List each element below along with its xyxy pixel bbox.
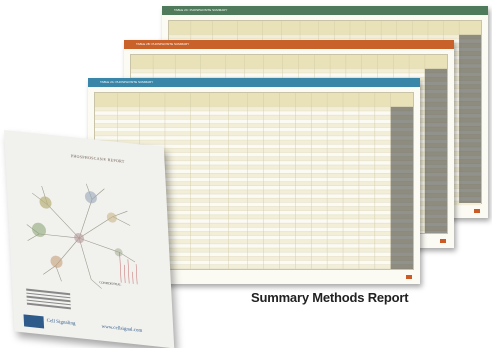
company-logo-text: Cell Signaling [46,318,76,327]
cover-address-block [26,289,71,311]
dark-column-block [425,69,447,233]
table-header-row [95,93,413,107]
dark-column-block [459,35,481,203]
table-header-row [169,21,481,35]
table-header-row [131,55,447,69]
page-tag [440,239,446,243]
dark-column-block [391,107,413,269]
table-row [95,107,413,111]
sheet-header-band [88,78,420,87]
sheet-header-band [162,6,488,15]
table-row [95,115,413,119]
sheet-header-band [124,40,454,49]
table-row [95,140,413,144]
page-tag [474,209,480,213]
table-row [95,132,413,136]
caption: Summary Methods Report [251,290,409,305]
table-row [95,123,413,127]
sheet-title: TABLE 2C: PHOSPHOSITE SUMMARY [174,8,228,12]
sheet-title: TABLE 2B: PHOSPHOSITE SUMMARY [136,42,190,46]
confidential-label: CONFIDENTIAL [99,280,122,287]
table-row [131,69,447,73]
page-tag [406,275,412,279]
table-row [169,35,481,39]
company-logo-icon [24,314,45,328]
report-cover [4,130,174,348]
cover-url: www.cellsignal.com [101,324,143,334]
kinome-tree-image [16,161,152,296]
sheet-title: TABLE 2A: PHOSPHOSITE SUMMARY [100,80,154,84]
cover-title: PHOSPHOSCAN® REPORT [70,153,125,164]
